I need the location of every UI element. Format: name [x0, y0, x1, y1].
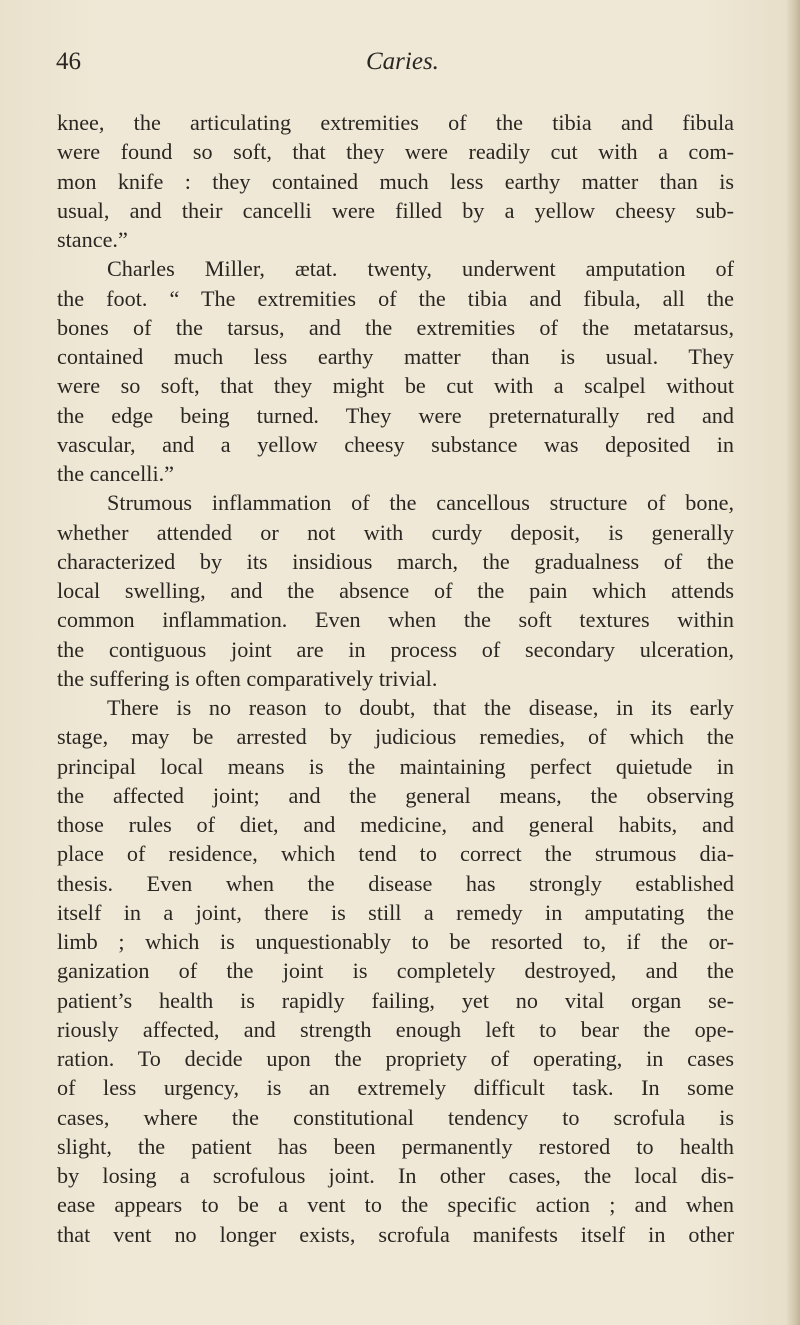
text-line: riously affected, and strength enough left to bear the ope- — [57, 1016, 734, 1042]
text-line: principal local means is the maintaining perfect quietude in — [57, 753, 734, 779]
text-line: the suffering is often comparatively trivial. — [57, 665, 438, 691]
text-line: were so soft, that they might be cut with a scalpel without — [57, 373, 734, 399]
text-line: the edge being turned. They were preternaturally red and — [57, 402, 734, 428]
text-line: that vent no longer exists, scrofula manifests itself in other — [57, 1221, 734, 1247]
text-line: the foot. “ The extremities of the tibia and fibula, all the — [57, 285, 734, 311]
page-number: 46 — [56, 48, 81, 75]
running-head: Caries. — [366, 48, 439, 75]
text-line: by losing a scrofulous joint. In other cases, the local dis- — [57, 1163, 734, 1188]
text-line: ration. To decide upon the propriety of operating, in cases — [57, 1046, 734, 1071]
text-line: bones of the tarsus, and the extremities of the metatarsus, — [57, 314, 734, 340]
text-line: slight, the patient has been permanently restored to health — [57, 1133, 734, 1159]
text-line: knee, the articulating extremities of the tibia and fibula — [57, 110, 734, 135]
text-line: cases, where the constitutional tendency to scrofula is — [57, 1104, 734, 1130]
text-line: vascular, and a yellow cheesy substance was deposited in — [57, 431, 734, 457]
text-line: ganization of the joint is completely destroyed, and the — [57, 958, 734, 984]
text-line: local swelling, and the absence of the pain which attends — [57, 578, 734, 603]
text-line: contained much less earthy matter than is usual. They — [57, 344, 734, 369]
text-line: the affected joint; and the general means, the observing — [57, 782, 734, 808]
text-line: There is no reason to doubt, that the disease, in its early — [107, 695, 734, 720]
text-line: limb ; which is unquestionably to be resorted to, if the or- — [57, 929, 734, 954]
page-header — [56, 44, 756, 80]
text-line: itself in a joint, there is still a remedy in amputating the — [57, 899, 734, 925]
text-line: stance.” — [57, 227, 128, 252]
text-line: characterized by its insidious march, the gradualness of the — [57, 548, 734, 574]
text-line: patient’s health is rapidly failing, yet no vital organ se- — [57, 987, 734, 1013]
body-text — [57, 108, 734, 1249]
text-line: usual, and their cancelli were filled by a yellow cheesy sub- — [57, 197, 734, 223]
text-line: of less urgency, is an extremely difficult task. In some — [57, 1075, 734, 1101]
page-edge-shadow — [786, 0, 800, 1325]
text-line: were found so soft, that they were readily cut with a com- — [57, 139, 734, 165]
text-line: the contiguous joint are in process of secondary ulceration, — [57, 636, 734, 662]
text-line: Strumous inflammation of the cancellous structure of bone, — [107, 490, 734, 516]
text-line: Charles Miller, ætat. twenty, underwent amputation of — [107, 256, 734, 282]
text-line: stage, may be arrested by judicious remedies, of which the — [57, 724, 734, 750]
text-line: those rules of diet, and medicine, and general habits, and — [57, 812, 734, 837]
text-line: thesis. Even when the disease has strongly established — [57, 870, 734, 896]
text-line: the cancelli.” — [57, 461, 175, 486]
text-line: mon knife : they contained much less earthy matter than is — [57, 168, 734, 194]
text-line: place of residence, which tend to correct the strumous dia- — [57, 841, 734, 867]
text-line: common inflammation. Even when the soft textures within — [57, 607, 734, 633]
text-line: ease appears to be a vent to the specific action ; and when — [57, 1192, 734, 1218]
text-line: whether attended or not with curdy deposit, is generally — [57, 519, 734, 545]
